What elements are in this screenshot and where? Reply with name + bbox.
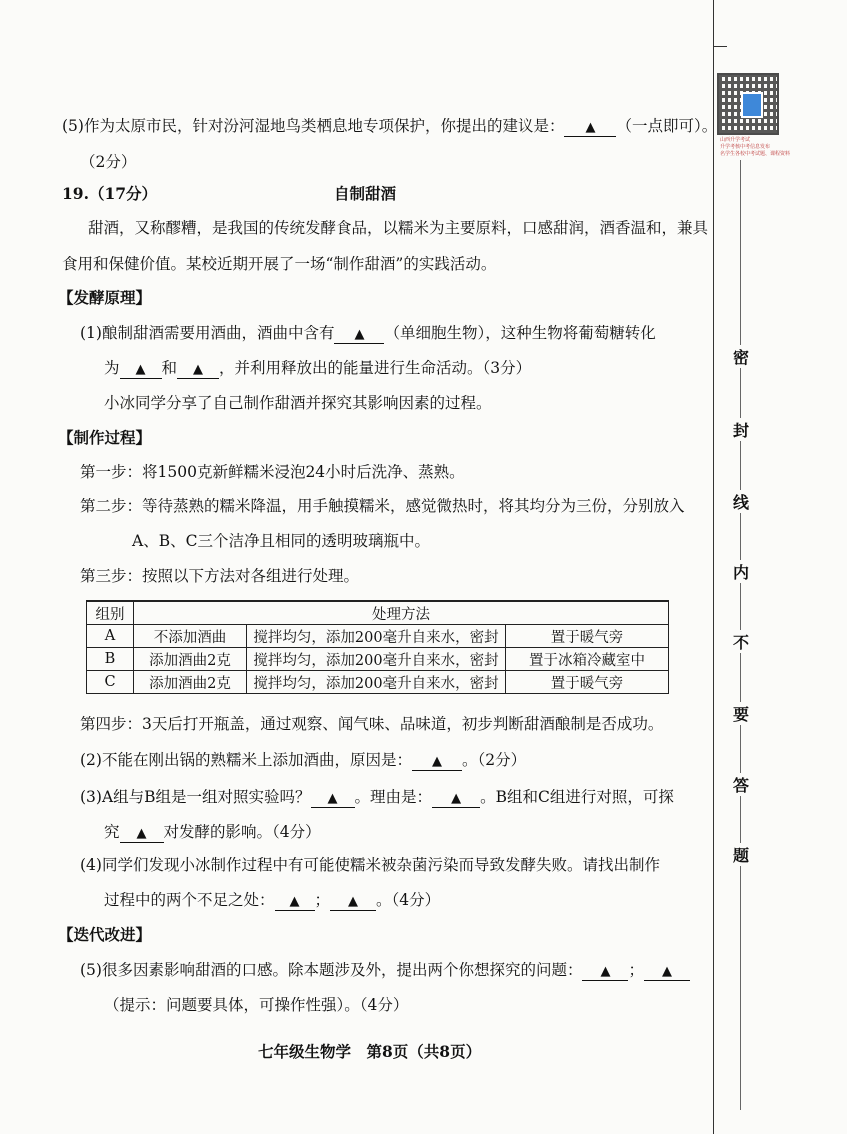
answer-blank[interactable]: ▲ — [432, 789, 480, 808]
table-cell: B — [87, 648, 134, 671]
q19-4-line: (4)同学们发现小冰制作过程中有可能使糯米被杂菌污染而导致发酵失败。请找出制作 — [80, 856, 660, 874]
answer-blank[interactable]: ▲ — [644, 962, 690, 981]
table-cell: 置于冰箱冷藏室中 — [506, 648, 669, 671]
table-cell: 置于暖气旁 — [506, 625, 669, 648]
intro-line: 甜酒，又称醪糟，是我国的传统发酵食品，以糯米为主要原料，口感甜润，酒香温和，兼具 — [88, 219, 709, 237]
section-heading: 【制作过程】 — [58, 428, 152, 447]
table-row — [87, 625, 669, 648]
table-header-row — [87, 601, 669, 625]
table-row — [87, 648, 669, 671]
table-cell: 置于暖气旁 — [506, 671, 669, 694]
table-cell: A — [87, 625, 134, 648]
page-footer: 七年级生物学 第8页（共8页） — [258, 1042, 482, 1061]
step-line: 第四步：3天后打开瓶盖，通过观察、闻气味、品味道，初步判断甜酒酿制是否成功。 — [80, 715, 664, 733]
step-line: A、B、C三个洁净且相同的透明玻璃瓶中。 — [132, 532, 430, 550]
table-cell: 搅拌均匀，添加200毫升自来水，密封 — [247, 625, 506, 648]
answer-blank[interactable]: ▲ — [330, 892, 376, 911]
seal-char: 封 — [730, 418, 752, 441]
q19-1-line: 为 ▲ 和 ▲ ，并利用释放出的能量进行生命活动。（3分） — [104, 359, 532, 377]
q19-3-line: (3)A组与B组是一组对照实验吗？ ▲ 。理由是： ▲ 。B组和C组进行对照，可探 — [80, 788, 674, 806]
answer-blank[interactable]: ▲ — [582, 962, 628, 981]
q19-5-hint: （提示：问题要具体，可操作性强）。（4分） — [104, 996, 409, 1014]
step-line: 第一步：将1500克新鲜糯米浸泡24小时后洗净、蒸熟。 — [80, 463, 465, 481]
table-cell: 搅拌均匀，添加200毫升自来水，密封 — [247, 648, 506, 671]
answer-blank[interactable]: ▲ — [120, 824, 164, 843]
seal-char: 内 — [730, 560, 752, 583]
table-cell: 搅拌均匀，添加200毫升自来水，密封 — [247, 671, 506, 694]
answer-blank[interactable]: ▲ — [177, 360, 219, 379]
binding-line — [713, 0, 714, 1134]
treatment-table — [86, 600, 669, 694]
answer-blank[interactable]: ▲ — [334, 325, 384, 344]
table-cell: C — [87, 671, 134, 694]
table-header-cell: 组别 — [87, 601, 134, 625]
table-row — [87, 671, 669, 694]
q19-2-line: (2)不能在刚出锅的熟糯米上添加酒曲，原因是： ▲ 。（2分） — [80, 751, 527, 769]
q18-5-score: （2分） — [80, 153, 137, 171]
seal-char: 不 — [730, 630, 752, 653]
q18-5-line: (5)作为太原市民，针对汾河湿地鸟类栖息地专项保护，你提出的建议是： ▲ （一点即可）。 — [62, 117, 718, 135]
answer-blank[interactable]: ▲ — [311, 789, 355, 808]
answer-blank[interactable]: ▲ — [564, 118, 616, 137]
question-title: 自制甜酒 — [334, 184, 397, 203]
q19-5-line: (5)很多因素影响甜酒的口感。除本题涉及外，提出两个你想探究的问题： ▲ ； ▲ — [80, 960, 690, 981]
table-cell: 不添加酒曲 — [134, 625, 247, 648]
step-line: 第二步：等待蒸熟的糯米降温，用手触摸糯米，感觉微热时，将其均分为三份，分别放入 — [80, 497, 685, 515]
answer-blank[interactable]: ▲ — [412, 752, 462, 771]
margin-tick — [713, 46, 727, 47]
section-heading: 【迭代改进】 — [58, 925, 152, 944]
answer-blank[interactable]: ▲ — [120, 360, 162, 379]
q19-3-line: 究 ▲ 对发酵的影响。（4分） — [104, 823, 321, 841]
share-line: 小冰同学分享了自己制作甜酒并探究其影响因素的过程。 — [104, 394, 492, 412]
seal-char: 密 — [730, 345, 752, 368]
intro-line: 食用和保健价值。某校近期开展了一场“制作甜酒”的实践活动。 — [62, 255, 497, 273]
seal-char: 答 — [730, 773, 752, 796]
section-heading: 【发酵原理】 — [58, 288, 152, 307]
qr-logo-icon — [741, 92, 763, 118]
q19-4-line: 过程中的两个不足之处： ▲ ； ▲ 。（4分） — [104, 891, 441, 909]
seal-char: 要 — [730, 702, 752, 725]
table-cell: 添加酒曲2克 — [134, 671, 247, 694]
table-header-cell: 处理方法 — [134, 601, 669, 625]
q19-1-line: (1)酿制甜酒需要用酒曲，酒曲中含有 ▲ （单细胞生物），这种生物将葡萄糖转化 — [80, 324, 656, 342]
qr-caption: 山西升学考试 升学考核中考信息发布 名学生各校中考试题、课程资料 — [720, 137, 791, 157]
question-number: 19.（17分） — [62, 184, 158, 203]
seal-char: 题 — [730, 843, 752, 866]
step-line: 第三步：按照以下方法对各组进行处理。 — [80, 567, 360, 585]
answer-blank[interactable]: ▲ — [275, 892, 315, 911]
table-cell: 添加酒曲2克 — [134, 648, 247, 671]
seal-char: 线 — [730, 490, 752, 513]
